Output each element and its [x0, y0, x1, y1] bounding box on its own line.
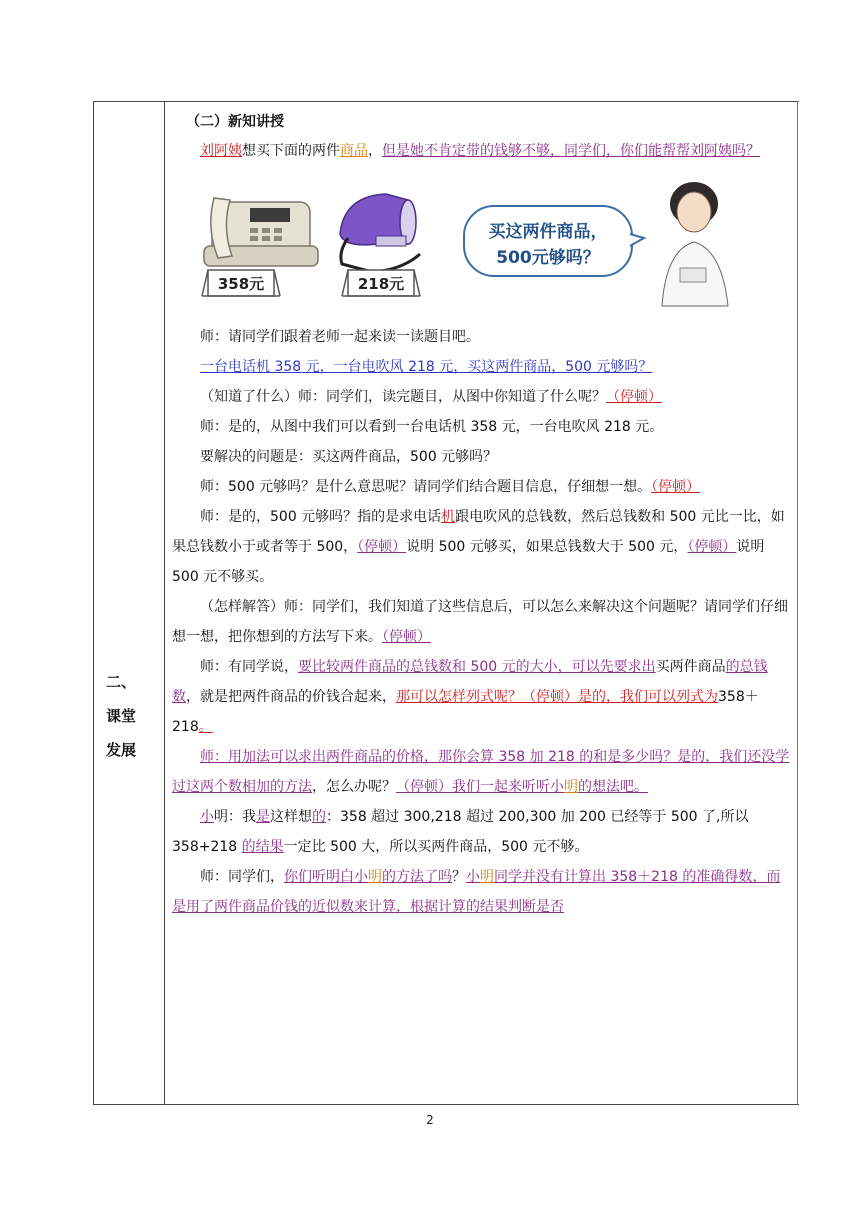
- line-teacher-yes: 师：是的，从图中我们可以看到一台电话机 358 元，一台电吹风 218 元。: [200, 419, 664, 435]
- illustration-svg: [172, 176, 790, 308]
- line-xiaoming: 小明：我是这样想的：358 超过 300,218 超过 200,300 加 200 已经等于 500 了,所以 358+218 的结果一定比 500 大，所以买两件商品，500 元不够。: [172, 809, 749, 855]
- line-understand: 师：同学们，你们听明白小明的方法了吗？小明同学并没有计算出 358＋218 的准确得数，而是用了两件商品价钱的近似数来计算，根据计算的结果判断是否: [172, 869, 781, 915]
- content-cell: [172, 102, 790, 922]
- line-problem-statement: 一台电话机 358 元，一台电吹风 218 元，买这两件商品，500 元够吗？: [200, 359, 653, 375]
- line-teacher-read: 师：请同学们跟着老师一起来读一读题目吧。: [200, 329, 480, 345]
- illustration: [172, 176, 790, 308]
- line-meaning: 师：500 元够吗？是什么意思呢？请同学们结合题目信息，仔细想一想。（停顿）: [200, 479, 701, 495]
- telephone-image: [204, 198, 318, 266]
- line-what-known: （知道了什么）师：同学们，读完题目，从图中你知道了什么呢？（停顿）: [200, 389, 662, 405]
- lesson-table: [93, 101, 799, 1105]
- section-label: [106, 665, 154, 767]
- line-how-solve: （怎样解答）师：同学们，我们知道了这些信息后，可以怎么来解决这个问题呢？请同学们仔细想一想，把你想到的方法写下来。（停顿）: [172, 599, 788, 645]
- dryer-price: 218元: [357, 275, 405, 293]
- dryer-price-tag: [342, 270, 420, 296]
- line-compare: 师：有同学说，要比较两件商品的总钱数和 500 元的大小，可以先要求出买两件商品的总钱数，就是把两件商品的价钱合起来，那可以怎样列式呢？（停顿）是的，我们可以列式为358＋218。: [172, 659, 768, 735]
- hair-dryer-image: [340, 194, 420, 272]
- intro-paragraph: 刘阿姨想买下面的两件商品，但是她不肯定带的钱够不够，同学们，你们能帮帮刘阿姨吗？: [200, 143, 760, 159]
- line-explanation: 师：是的，500 元够吗？指的是求电话机跟电吹风的总钱数，然后总钱数和 500 元比一比，如果总钱数小于或者等于 500，（停顿）说明 500 元够买，如果总钱数大于 500 元，（停顿）说明 500 元不够买。: [172, 509, 785, 585]
- right-border: [797, 101, 798, 1105]
- column-divider: [164, 102, 165, 1105]
- section-line1: 课堂: [106, 707, 137, 725]
- section-column: [94, 102, 164, 1105]
- woman-figure: [662, 182, 728, 306]
- phone-price: 358元: [217, 275, 265, 293]
- line-addition: 师：用加法可以求出两件商品的价格，那你会算 358 加 218 的和是多少吗？是的，我们还没学过这两个数相加的方法，怎么办呢？（停顿）我们一起来听听小明的想法吧。: [172, 749, 790, 795]
- section-number: 二、: [106, 673, 137, 691]
- bubble-line2: 500元够吗？: [496, 248, 600, 268]
- line-question: 要解决的问题是：买这两件商品，500 元够吗？: [200, 449, 498, 465]
- speech-bubble: [464, 206, 644, 276]
- section-heading: （二）新知讲授: [186, 114, 284, 130]
- bubble-line1: 买这两件商品，: [488, 222, 608, 242]
- section-line2: 发展: [106, 741, 137, 759]
- page-number: 2: [426, 1113, 434, 1127]
- phone-price-tag: [202, 270, 280, 296]
